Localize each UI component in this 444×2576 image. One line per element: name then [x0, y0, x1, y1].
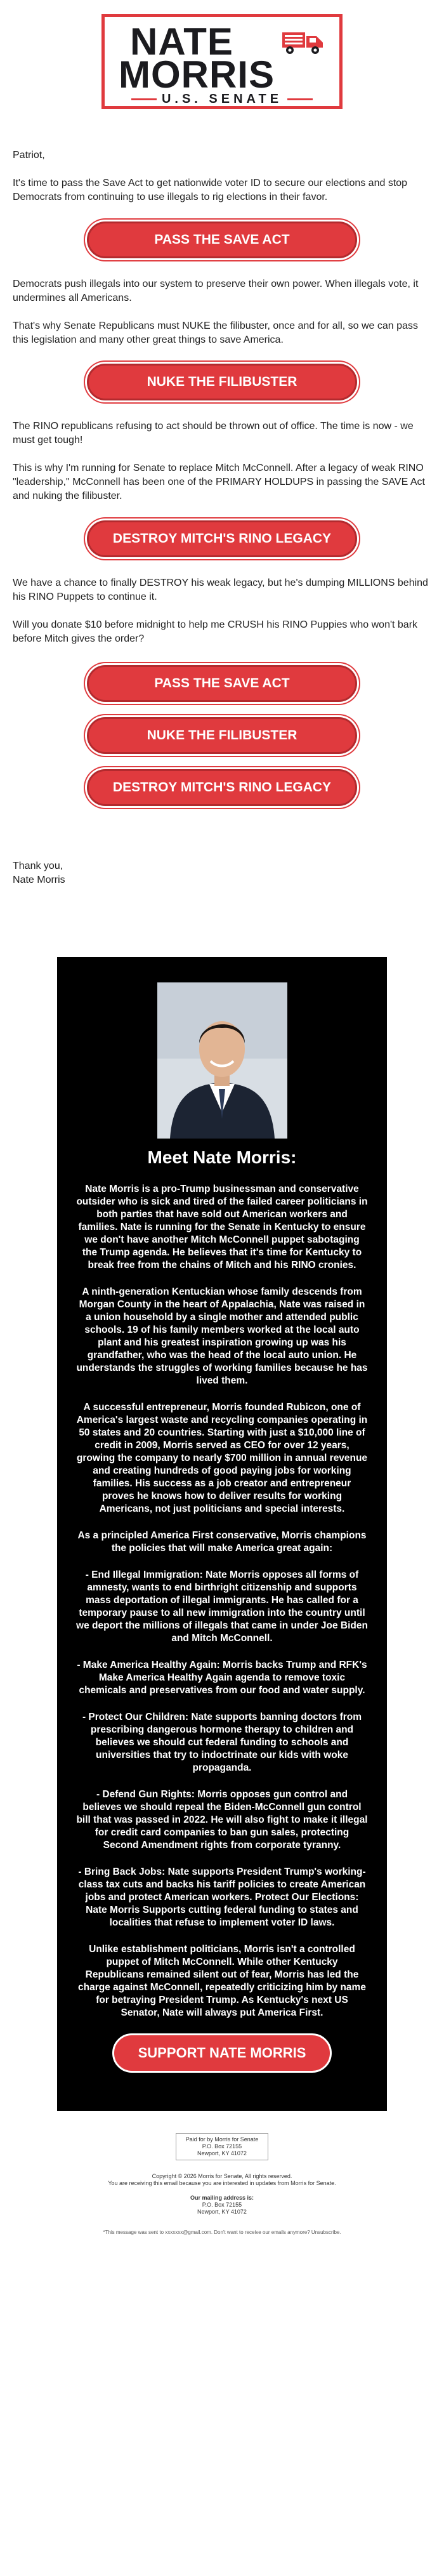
- paid-for-line: Newport, KY 41072: [197, 2150, 247, 2157]
- letter-paragraph: Democrats push illegals into our system to preserve their own power. When illegals vote, it undermines all Americans.: [13, 279, 419, 303]
- letter-paragraph: This is why I'm running for Senate to replace Mitch McConnell. After a legacy of weak RINO "leadership," McConnell has been one of the PRIMARY HOLDUPS in passing the SAVE Act and nuking the filibuster.: [13, 463, 425, 501]
- pass-save-act-button-2[interactable]: PASS THE SAVE ACT: [87, 665, 357, 702]
- email-page: [0, 14, 444, 2261]
- letter-body: [0, 149, 444, 204]
- support-nate-button[interactable]: SUPPORT NATE MORRIS: [112, 2033, 332, 2073]
- bio-paragraph: - Protect Our Children: Nate supports banning doctors from prescribing dangerous hormone therapy to children and believes we should cut federal funding to schools and universities that try to indoctrinate our kids with woke propaganda.: [82, 1712, 362, 1773]
- logo-subtitle-text: U.S. SENATE: [161, 92, 283, 106]
- letter-section: [0, 419, 444, 503]
- bio-paragraph: - Make America Healthy Again: Morris backs Trump and RFK's Make America Healthy Again agenda to remove toxic chemicals and preservatives from our food and water supply.: [77, 1660, 367, 1696]
- logo-last-name: MORRIS: [119, 53, 275, 96]
- bio-paragraph: - Bring Back Jobs: Nate supports President Trump's working-class tax cuts and backs his tariff policies to create American jobs and protect American workers. Protect Our Elections: Nate Morris Supports cutting federal funding to states and localities that refuse to implement voter ID laws.: [78, 1866, 366, 1928]
- mailing-label: Our mailing address is:: [190, 2195, 254, 2201]
- bio-paragraph: A ninth-generation Kentuckian whose family descends from Morgan County in the heart of Appalachia, Nate was raised in a union household by a single mother and attended public schools. 19 of his family members worked at the local auto plant and his greatest inspiration growing up was his grandfather, who was the head of the local auto union. He understands the struggles of working families because he has lived them.: [76, 1286, 368, 1386]
- bio-paragraph: - Defend Gun Rights: Morris opposes gun control and believes we should repeal the Biden-McConnell gun control bill that was passed in 2022. He will also fight to make it illegal for credit card companies to ban gun sales, protecting Second Amendment rights from corporate tyranny.: [76, 1789, 368, 1851]
- greeting: Patriot,: [13, 150, 45, 161]
- bio-paragraph: Nate Morris is a pro-Trump businessman and conservative outsider who is sick and tired of the failed career politicians in both parties that have sold out American workers and families. Nate is running for the Senate in Kentucky to ensure we don't have another Mitch McConnell puppet sabotaging the Trump agenda. He believes that it's time for Kentucky to break free from the chains of Mitch and his RINO cronies.: [76, 1184, 368, 1271]
- bio-paragraph: A successful entrepreneur, Morris founded Rubicon, one of America's largest waste and recycling companies operating in 50 states and 20 countries. Starting with just a $10,000 line of credit in 2009, Morris served as CEO for over 12 years, growing the company to nearly $700 million in annual revenue and creating hundreds of good paying jobs for working families. His success as a job creator and entrepreneur proves he knows how to deliver results for working Americans, not just politicians and special interests.: [76, 1402, 368, 1514]
- logo-first-name: NATE: [130, 20, 233, 63]
- mailing-address-line: P.O. Box 72155: [202, 2202, 242, 2208]
- copyright-text: Copyright © 2026 Morris for Senate, All rights reserved.: [152, 2173, 292, 2179]
- mailing-address-line: Newport, KY 41072: [197, 2209, 247, 2215]
- campaign-logo: [101, 14, 343, 109]
- signature: Nate Morris: [13, 875, 65, 885]
- paid-for-line: Paid for by Morris for Senate: [185, 2136, 259, 2143]
- bio-paragraph: Unlike establishment politicians, Morris isn't a controlled puppet of Mitch McConnell. While other Kentucky Republicans remained silent out of fear, Morris has led the charge against McConnell, repeatedly criticizing him by name for betraying President Trump. As Kentucky's next US Senator, Nate will always put America First.: [78, 1944, 366, 2018]
- bio-heading: Meet Nate Morris:: [147, 1147, 297, 1167]
- paid-for-box: [176, 2133, 268, 2160]
- candidate-portrait: [157, 982, 287, 1139]
- letter-paragraph: Will you donate $10 before midnight to help me CRUSH his RINO Puppies who won't bark before Mitch gives the order?: [13, 619, 418, 644]
- email-footer: [0, 2173, 444, 2216]
- nuke-filibuster-button[interactable]: NUKE THE FILIBUSTER: [87, 364, 357, 400]
- destroy-legacy-button[interactable]: DESTROY MITCH'S RINO LEGACY: [87, 520, 357, 557]
- reason-text: You are receiving this email because you are interested in updates from Morris for Senate.: [108, 2180, 336, 2186]
- logo-rule-left: [131, 98, 157, 100]
- bottom-spacer: [0, 2235, 444, 2261]
- letter-paragraph: We have a chance to finally DESTROY his weak legacy, but he's dumping MILLIONS behind his RINO Puppets to continue it.: [13, 578, 428, 602]
- closing: Thank you,: [13, 861, 63, 871]
- letter-section: [0, 277, 444, 347]
- letter-signoff: [0, 859, 444, 887]
- candidate-photo: [157, 982, 287, 1139]
- letter-section: [0, 576, 444, 646]
- letter-paragraph: It's time to pass the Save Act to get nationwide voter ID to secure our elections and stop Democrats from continuing to use illegals to rig elections in their favor.: [13, 178, 408, 202]
- unsubscribe-line[interactable]: *This message was sent to xxxxxxx@gmail.com. Don't want to receive our emails anymore? Unsubscribe.: [103, 2229, 341, 2235]
- logo-subtitle: [105, 92, 339, 107]
- letter-paragraph: The RINO republicans refusing to act should be thrown out of office. The time is now - we must get tough!: [13, 421, 414, 446]
- logo-rule-right: [287, 98, 313, 100]
- destroy-legacy-button-2[interactable]: DESTROY MITCH'S RINO LEGACY: [87, 769, 357, 806]
- truck-icon: [281, 29, 325, 55]
- letter-paragraph: That's why Senate Republicans must NUKE the filibuster, once and for all, so we can pass this legislation and many other great things to save America.: [13, 320, 418, 345]
- bio-panel: [57, 957, 387, 2111]
- bio-paragraph: - End Illegal Immigration: Nate Morris opposes all forms of amnesty, wants to end birthright citizenship and supports mass deportation of illegal immigrants. He has called for a temporary pause to all new immigration into the country until we deport the millions of illegals that came in under Joe Biden and Mitch McConnell.: [76, 1569, 368, 1644]
- bio-paragraph: As a principled America First conservative, Morris champions the policies that will make America great again:: [77, 1530, 367, 1554]
- paid-for-line: P.O. Box 72155: [202, 2143, 242, 2150]
- pass-save-act-button[interactable]: PASS THE SAVE ACT: [87, 221, 357, 258]
- nuke-filibuster-button-2[interactable]: NUKE THE FILIBUSTER: [87, 717, 357, 754]
